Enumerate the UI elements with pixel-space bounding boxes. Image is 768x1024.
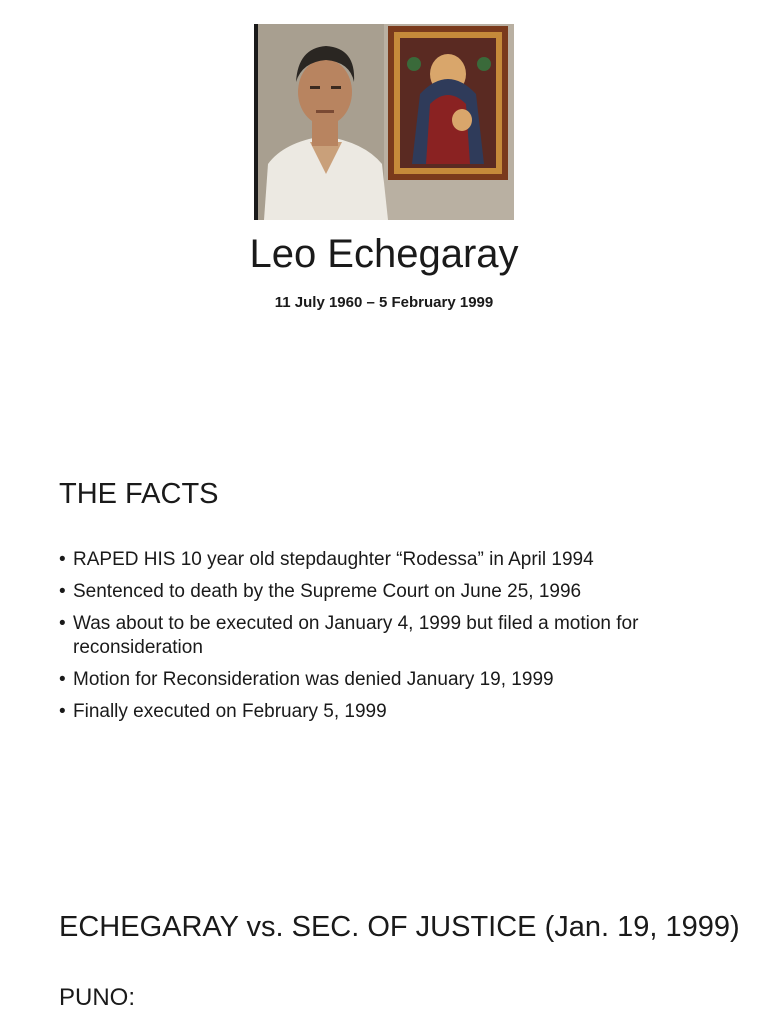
portrait-image — [254, 24, 514, 220]
life-dates — [0, 294, 768, 311]
facts-list — [59, 548, 739, 732]
fact-item: • Sentenced to death by the Supreme Court on June 25, 1996 — [59, 580, 739, 604]
fact-item: • Finally executed on February 5, 1999 — [59, 700, 739, 724]
case-heading: ECHEGARAY vs. SEC. OF JUSTICE (Jan. 19, 1999) — [59, 911, 740, 943]
fact-item: • RAPED HIS 10 year old stepdaughter “Rodessa” in April 1994 — [59, 548, 739, 572]
puno-heading: PUNO: — [59, 984, 136, 1011]
fact-item: • Motion for Reconsideration was denied January 19, 1999 — [59, 668, 739, 692]
life-dates-text: 11 July 1960 – 5 February 1999 — [274, 294, 494, 311]
slide-title: Leo Echegaray — [249, 232, 519, 276]
portrait-photo — [254, 24, 514, 220]
fact-item: • Was about to be executed on January 4, 1999 but filed a motion for reconsideration — [59, 612, 739, 660]
facts-heading: THE FACTS — [59, 478, 219, 510]
